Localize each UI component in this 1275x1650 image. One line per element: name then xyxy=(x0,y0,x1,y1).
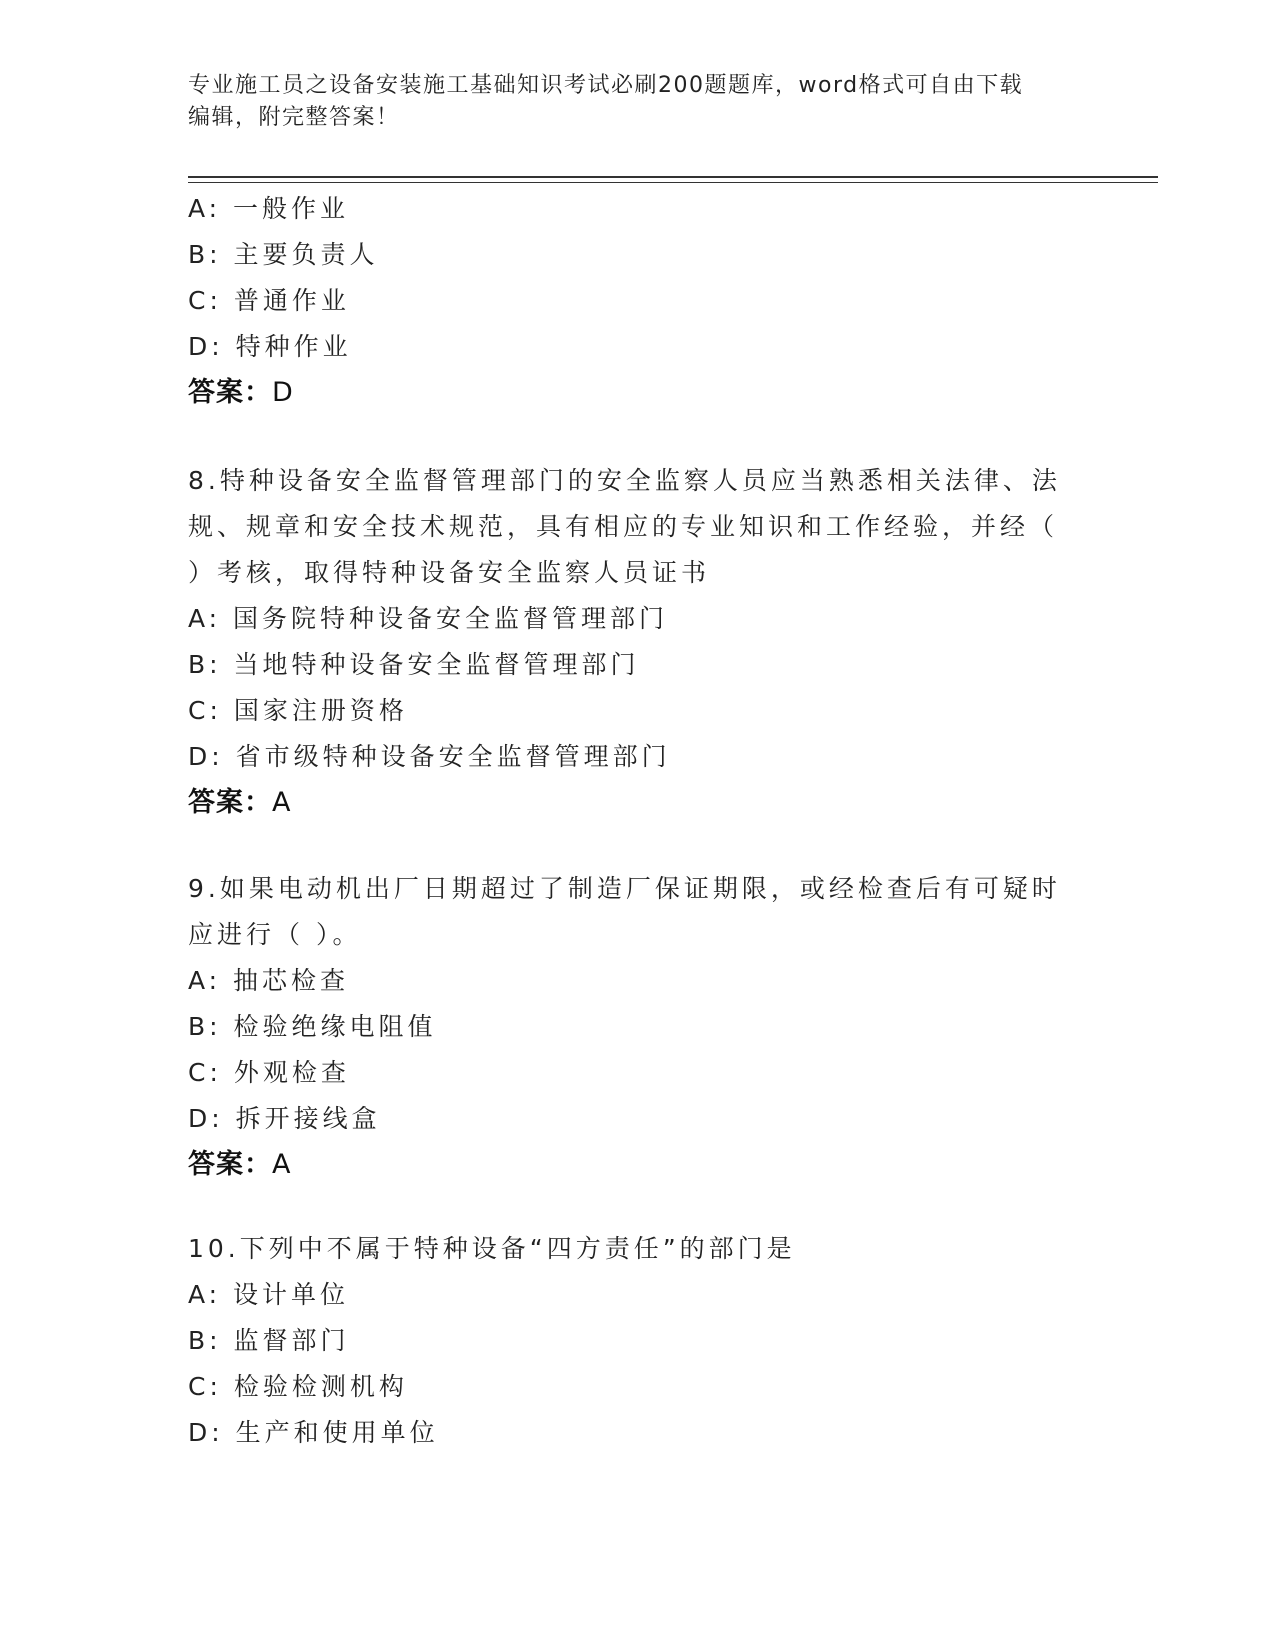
option-a: A: 设计单位 xyxy=(188,1280,350,1309)
answer-line xyxy=(188,780,1088,826)
option-c: C: 外观检查 xyxy=(188,1058,350,1087)
header-line-2: 编辑，附完整答案！ xyxy=(188,105,400,130)
option-d: D: 拆开接线盒 xyxy=(188,1104,381,1133)
option-b: B: 检验绝缘电阻值 xyxy=(188,1012,437,1041)
option-c: C: 普通作业 xyxy=(188,286,350,315)
answer-line xyxy=(188,1142,1088,1188)
question-text-line: 规、规章和安全技术规范，具有相应的专业知识和工作经验，并经（ xyxy=(188,512,1059,541)
answer-line xyxy=(188,370,1088,416)
question-text-line: 10.下列中不属于特种设备“四方责任”的部门是 xyxy=(188,1234,796,1263)
option-a: A: 一般作业 xyxy=(188,194,350,223)
option-c: C: 国家注册资格 xyxy=(188,696,408,725)
question-text-line: 8.特种设备安全监督管理部门的安全监察人员应当熟悉相关法律、法 xyxy=(188,466,1061,495)
option-b: B: 当地特种设备安全监督管理部门 xyxy=(188,650,640,679)
option-d: D: 特种作业 xyxy=(188,332,352,361)
option-d: D: 省市级特种设备安全监督管理部门 xyxy=(188,742,671,771)
option-a: A: 抽芯检查 xyxy=(188,966,350,995)
question-text-line: 应进行（ ）。 xyxy=(188,920,362,949)
option-b: B: 主要负责人 xyxy=(188,240,379,269)
question-8 xyxy=(188,458,1088,826)
option-a: A: 国务院特种设备安全监督管理部门 xyxy=(188,604,669,633)
question-text-line: 9.如果电动机出厂日期超过了制造厂保证期限，或经检查后有可疑时 xyxy=(188,874,1061,903)
question-text-line: ）考核，取得特种设备安全监察人员证书 xyxy=(188,558,711,587)
option-c: C: 检验检测机构 xyxy=(188,1372,408,1401)
answer-label: 答案： xyxy=(188,787,272,818)
header-divider-thin xyxy=(188,182,1158,183)
header-line-1: 专业施工员之设备安装施工基础知识考试必刷200题题库，word格式可自由下载 xyxy=(188,73,1024,98)
answer-value: A xyxy=(272,1149,292,1180)
answer-label: 答案： xyxy=(188,1149,272,1180)
option-b: B: 监督部门 xyxy=(188,1326,350,1355)
header-divider-thick xyxy=(188,176,1158,178)
question-7-tail xyxy=(188,186,1088,416)
question-10 xyxy=(188,1226,1088,1456)
answer-value: D xyxy=(272,377,294,408)
answer-label: 答案： xyxy=(188,377,272,408)
question-9 xyxy=(188,866,1088,1188)
option-d: D: 生产和使用单位 xyxy=(188,1418,439,1447)
document-header xyxy=(188,70,1088,134)
answer-value: A xyxy=(272,787,292,818)
